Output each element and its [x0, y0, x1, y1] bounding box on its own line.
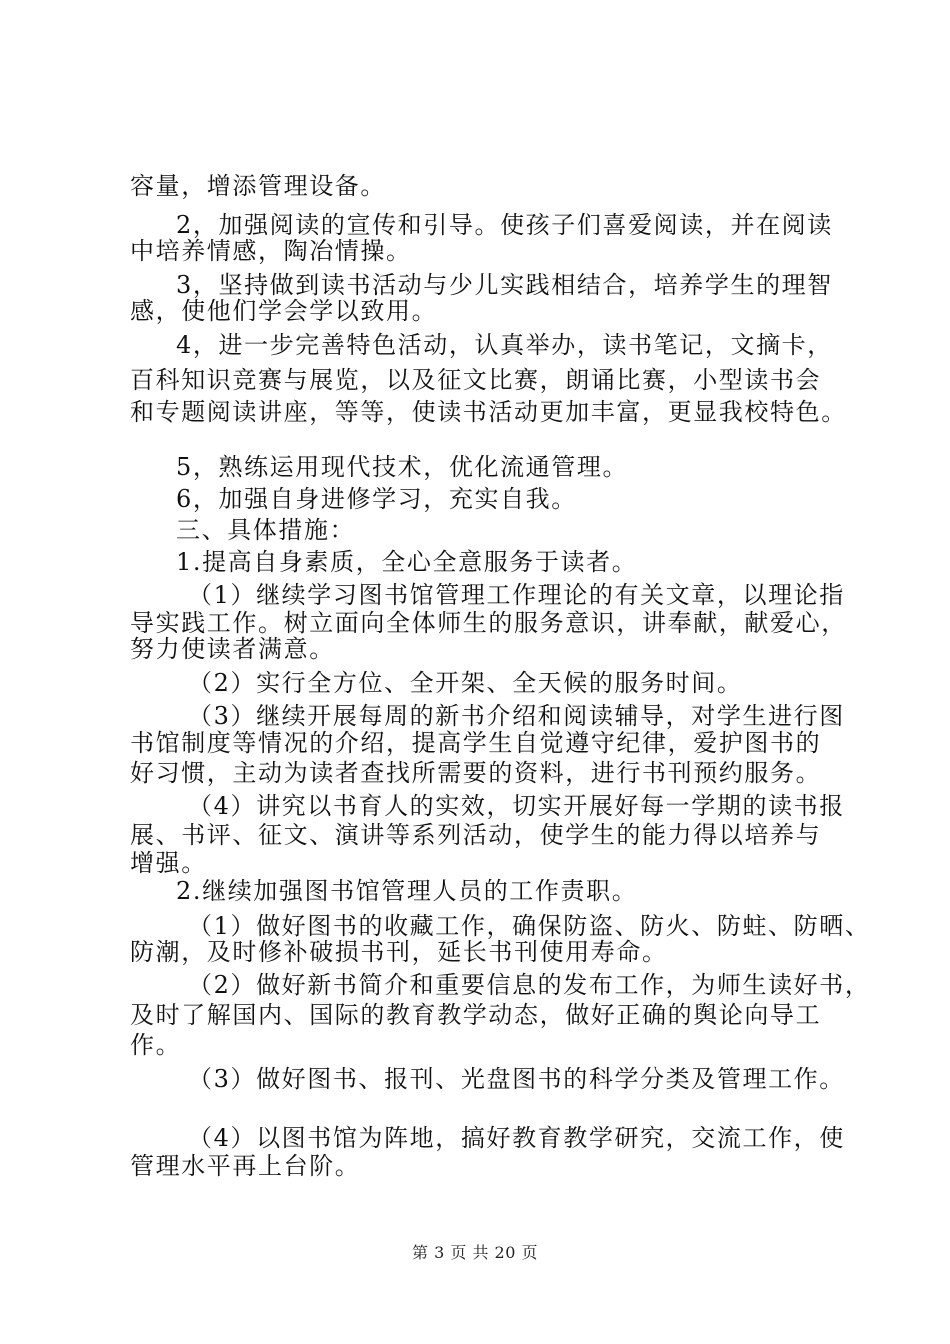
body-line: 容量，增添管理设备。 — [130, 172, 386, 200]
body-line: 展、书评、征文、演讲等系列活动，使学生的能力得以培养与 — [130, 821, 822, 849]
section-heading: 三、具体措施： — [176, 516, 356, 544]
body-line: 导实践工作。树立面向全体师生的服务意识，讲奉献，献爱心， — [130, 609, 847, 637]
body-line: 及时了解国内、国际的教育教学动态，做好正确的舆论向导工 — [130, 1001, 822, 1029]
body-line: 感，使他们学会学以致用。 — [130, 297, 438, 325]
body-line: 1.提高自身素质，全心全意服务于读者。 — [176, 548, 638, 576]
body-line: （2）做好新书简介和重要信息的发布工作，为师生读好书， — [188, 971, 871, 999]
body-line: （3）继续开展每周的新书介绍和阅读辅导，对学生进行图 — [188, 702, 845, 730]
body-line: 管理水平再上台阶。 — [130, 1152, 361, 1180]
body-line: 2.继续加强图书馆管理人员的工作责职。 — [176, 877, 638, 905]
body-line: 5，熟练运用现代技术，优化流通管理。 — [176, 453, 629, 481]
body-line: 作。 — [130, 1031, 182, 1059]
body-line: 6，加强自身进修学习，充实自我。 — [176, 485, 577, 513]
body-line: 和专题阅读讲座，等等，使读书活动更加丰富，更显我校特色。 — [130, 398, 847, 426]
body-line: （1）继续学习图书馆管理工作理论的有关文章，以理论指 — [188, 581, 845, 609]
body-line: 好习惯，主动为读者查找所需要的资料，进行书刊预约服务。 — [130, 759, 822, 787]
body-line: （1）做好图书的收藏工作，确保防盗、防火、防蛀、防晒、 — [188, 912, 871, 940]
body-line: 书馆制度等情况的介绍，提高学生自觉遵守纪律，爱护图书的 — [130, 729, 822, 757]
page-number-footer: 第 3 页 共 20 页 — [412, 1243, 538, 1262]
body-line: 努力使读者满意。 — [130, 635, 335, 663]
body-line: （4）以图书馆为阵地，搞好教育教学研究，交流工作，使 — [188, 1124, 845, 1152]
body-line: （3）做好图书、报刊、光盘图书的科学分类及管理工作。 — [188, 1065, 845, 1093]
body-line: 2，加强阅读的宣传和引导。使孩子们喜爱阅读，并在阅读 — [176, 211, 833, 239]
body-line: 中培养情感，陶冶情操。 — [130, 237, 412, 265]
body-line: 增强。 — [130, 849, 207, 877]
body-line: 4，进一步完善特色活动，认真举办，读书笔记，文摘卡， — [176, 331, 833, 359]
body-line: （4）讲究以书育人的实效，切实开展好每一学期的读书报 — [188, 792, 845, 820]
body-line: （2）实行全方位、全开架、全天候的服务时间。 — [188, 669, 743, 697]
body-line: 3，坚持做到读书活动与少儿实践相结合，培养学生的理智 — [176, 271, 833, 299]
body-line: 防潮，及时修补破损书刊，延长书刊使用寿命。 — [130, 938, 668, 966]
body-line: 百科知识竞赛与展览，以及征文比赛，朗诵比赛，小型读书会 — [130, 366, 822, 394]
